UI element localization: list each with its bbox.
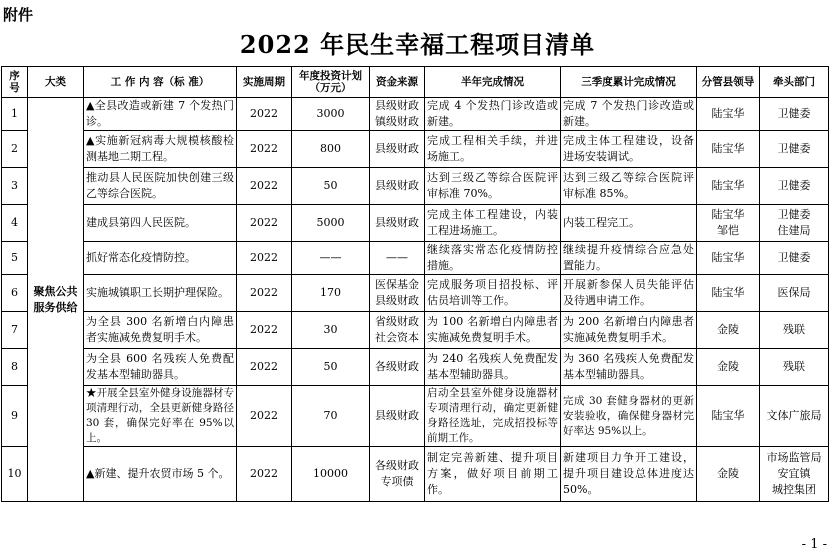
half-year-progress-cell: 完成主体工程建设，内装工程进场施工。 (425, 205, 561, 242)
annual-investment-cell: 50 (292, 349, 370, 386)
work-content-cell: 实施城镇职工长期护理保险。 (84, 275, 237, 312)
implementation-period-cell: 2022 (237, 205, 292, 242)
col-header-investment: 年度投资计划（万元） (292, 67, 370, 98)
table-row (2, 168, 829, 205)
annual-investment-cell: 5000 (292, 205, 370, 242)
table-row (2, 242, 829, 275)
lead-department-cell: 医保局 (760, 275, 829, 312)
col-header-no: 序号 (2, 67, 28, 98)
lead-department-cell: 卫健委 (760, 242, 829, 275)
funding-source-line: 县级财政 (375, 99, 419, 112)
col-header-leader: 分管县领导 (697, 67, 760, 98)
row-number-cell: 2 (2, 131, 28, 168)
funding-source-line: 县级财政 (375, 294, 419, 307)
annual-investment-cell: 30 (292, 312, 370, 349)
lead-department-cell: 残联 (760, 312, 829, 349)
work-content-cell: ▲实施新冠病毒大规模核酸检测基地二期工程。 (84, 131, 237, 168)
implementation-period-cell: 2022 (237, 312, 292, 349)
category-cell: 聚焦公共服务供给 (28, 98, 84, 502)
annual-investment-cell: 3000 (292, 98, 370, 131)
lead-department-line: 市场监管局 (766, 451, 822, 464)
implementation-period-cell: 2022 (237, 447, 292, 502)
lead-department-line: 卫健委 (777, 208, 811, 221)
work-content-cell: 为全县 600 名残疾人免费配发基本型辅助器具。 (84, 349, 237, 386)
funding-source-cell (370, 447, 425, 502)
table-row (2, 131, 829, 168)
row-number-cell: 5 (2, 242, 28, 275)
funding-source-line: 医保基金 (375, 278, 419, 291)
lead-department-cell: 卫健委 (760, 131, 829, 168)
funding-source-cell: —— (370, 242, 425, 275)
county-leader-line: 邹恺 (717, 224, 739, 237)
work-content-cell: 建成县第四人民医院。 (84, 205, 237, 242)
row-number-cell: 3 (2, 168, 28, 205)
lead-department-line: 安宜镇 (777, 467, 811, 480)
table-row (2, 98, 829, 131)
implementation-period-cell: 2022 (237, 349, 292, 386)
document-title: 2022 年民生幸福工程项目清单 (239, 30, 596, 59)
col-header-period: 实施周期 (237, 67, 292, 98)
half-year-progress-cell: 达到三级乙等综合医院评审标准 70%。 (425, 168, 561, 205)
q3-cumulative-progress-cell: 达到三级乙等综合医院评审标准 85%。 (561, 168, 697, 205)
annual-investment-cell: 10000 (292, 447, 370, 502)
table-row (2, 205, 829, 242)
work-content-cell: ★开展全县室外健身设施器材专项清理行动，全县更新健身路径 30 套，确保完好率在 95%以上。 (84, 386, 237, 447)
half-year-progress-cell: 继续落实常态化疫情防控措施。 (425, 242, 561, 275)
col-header-category: 大类 (28, 67, 84, 98)
funding-source-cell (370, 312, 425, 349)
county-leader-cell: 陆宝华 (697, 386, 760, 447)
table-header-row (2, 67, 829, 98)
col-header-q3: 三季度累计完成情况 (561, 67, 697, 98)
table-row (2, 312, 829, 349)
implementation-period-cell: 2022 (237, 275, 292, 312)
half-year-progress-cell: 为 240 名残疾人免费配发基本型辅助器具。 (425, 349, 561, 386)
funding-source-cell: 县级财政 (370, 205, 425, 242)
lead-department-line: 住建局 (777, 224, 811, 237)
funding-source-line: 社会资本 (375, 331, 419, 344)
q3-cumulative-progress-cell: 新建项目力争开工建设，提升项目建设总体进度达 50%。 (561, 447, 697, 502)
work-content-cell: ▲新建、提升农贸市场 5 个。 (84, 447, 237, 502)
row-number-cell: 8 (2, 349, 28, 386)
county-leader-cell: 陆宝华 (697, 242, 760, 275)
row-number-cell: 1 (2, 98, 28, 131)
annual-investment-cell: 70 (292, 386, 370, 447)
table-row (2, 349, 829, 386)
funding-source-line: 专项债 (380, 475, 414, 488)
funding-source-line: 各级财政 (375, 459, 419, 472)
work-content-cell: 抓好常态化疫情防控。 (84, 242, 237, 275)
county-leader-cell: 陆宝华 (697, 98, 760, 131)
attachment-label: 附件 (3, 6, 34, 24)
funding-source-cell: 各级财政 (370, 349, 425, 386)
annual-investment-cell: 170 (292, 275, 370, 312)
half-year-progress-cell: 完成服务项目招投标、评估员培训等工作。 (425, 275, 561, 312)
project-table (1, 66, 829, 502)
annual-investment-cell: 50 (292, 168, 370, 205)
q3-cumulative-progress-cell: 完成 7 个发热门诊改造或新建。 (561, 98, 697, 131)
q3-cumulative-progress-cell: 完成主体工程建设，设备进场安装调试。 (561, 131, 697, 168)
col-header-dept: 牵头部门 (760, 67, 829, 98)
col-header-source: 资金来源 (370, 67, 425, 98)
row-number-cell: 10 (2, 447, 28, 502)
col-header-half-year: 半年完成情况 (425, 67, 561, 98)
county-leader-cell (697, 205, 760, 242)
page-number: - 1 - (801, 537, 827, 552)
annual-investment-cell: —— (292, 242, 370, 275)
implementation-period-cell: 2022 (237, 168, 292, 205)
county-leader-line: 陆宝华 (711, 208, 745, 221)
lead-department-cell: 残联 (760, 349, 829, 386)
funding-source-cell: 县级财政 (370, 131, 425, 168)
county-leader-cell: 金陵 (697, 312, 760, 349)
county-leader-cell: 陆宝华 (697, 275, 760, 312)
col-header-content: 工 作 内 容（标 准） (84, 67, 237, 98)
funding-source-line: 镇级财政 (375, 115, 419, 128)
row-number-cell: 7 (2, 312, 28, 349)
lead-department-cell: 文体广旅局 (760, 386, 829, 447)
q3-cumulative-progress-cell: 完成 30 套健身器材的更新安装验收，确保健身器材完好率达 95%以上。 (561, 386, 697, 447)
half-year-progress-cell: 启动全县室外健身设施器材专项清理行动，确定更新健身路径选址，完成招投标等前期工作。 (425, 386, 561, 447)
table-row (2, 275, 829, 312)
funding-source-cell (370, 98, 425, 131)
implementation-period-cell: 2022 (237, 242, 292, 275)
lead-department-line: 城控集团 (772, 483, 816, 496)
lead-department-cell: 卫健委 (760, 168, 829, 205)
lead-department-cell (760, 447, 829, 502)
implementation-period-cell: 2022 (237, 386, 292, 447)
q3-cumulative-progress-cell: 继续提升疫情综合应急处置能力。 (561, 242, 697, 275)
work-content-cell: 为全县 300 名新增白内障患者实施减免费复明手术。 (84, 312, 237, 349)
half-year-progress-cell: 完成工程相关手续，并进场施工。 (425, 131, 561, 168)
q3-cumulative-progress-cell: 为 360 名残疾人免费配发基本型辅助器具。 (561, 349, 697, 386)
lead-department-cell (760, 205, 829, 242)
row-number-cell: 6 (2, 275, 28, 312)
table-row (2, 447, 829, 502)
county-leader-cell: 陆宝华 (697, 168, 760, 205)
q3-cumulative-progress-cell: 开展新参保人员失能评估及待遇申请工作。 (561, 275, 697, 312)
row-number-cell: 9 (2, 386, 28, 447)
implementation-period-cell: 2022 (237, 131, 292, 168)
table-row (2, 386, 829, 447)
funding-source-cell: 县级财政 (370, 168, 425, 205)
half-year-progress-cell: 制定完善新建、提升项目方案，做好项目前期工作。 (425, 447, 561, 502)
county-leader-cell: 陆宝华 (697, 131, 760, 168)
row-number-cell: 4 (2, 205, 28, 242)
lead-department-cell: 卫健委 (760, 98, 829, 131)
half-year-progress-cell: 完成 4 个发热门诊改造或新建。 (425, 98, 561, 131)
county-leader-cell: 金陵 (697, 349, 760, 386)
funding-source-cell: 县级财政 (370, 386, 425, 447)
implementation-period-cell: 2022 (237, 98, 292, 131)
funding-source-cell (370, 275, 425, 312)
funding-source-line: 省级财政 (375, 315, 419, 328)
q3-cumulative-progress-cell: 为 200 名新增白内障患者实施减免费复明手术。 (561, 312, 697, 349)
half-year-progress-cell: 为 100 名新增白内障患者实施减免费复明手术。 (425, 312, 561, 349)
county-leader-cell: 金陵 (697, 447, 760, 502)
annual-investment-cell: 800 (292, 131, 370, 168)
work-content-cell: 推动县人民医院加快创建三级乙等综合医院。 (84, 168, 237, 205)
q3-cumulative-progress-cell: 内装工程完工。 (561, 205, 697, 242)
work-content-cell: ▲全县改造或新建 7 个发热门诊。 (84, 98, 237, 131)
